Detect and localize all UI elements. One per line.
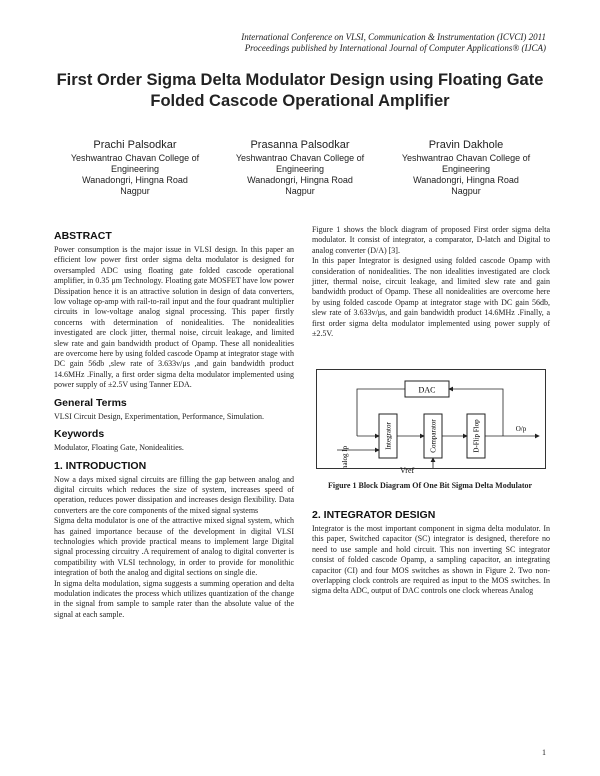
author-block <box>215 138 385 197</box>
output-label: O/p <box>515 425 527 433</box>
author-affiliation: Yeshwantrao Chavan College of <box>401 153 531 163</box>
author-affiliation: Yeshwantrao Chavan College of <box>70 153 200 163</box>
right-column-bottom <box>312 509 550 597</box>
left-column <box>54 230 294 620</box>
vref-label: Vref <box>400 466 415 475</box>
integrator-heading: 2. INTEGRATOR DESIGN <box>312 509 436 521</box>
keywords-heading: Keywords <box>54 428 105 441</box>
introduction-paragraph: In sigma delta modulation, sigma suggests a summing operation and delta modulation indicates the process which utilizes quantization of the change in the signal from sample to sample rater than the absolute value of the signal at each sample. <box>54 578 294 619</box>
proceedings-line: Proceedings published by International Journal of Computer Applications® (IJCA) <box>244 43 546 53</box>
introduction-heading: 1. INTRODUCTION <box>54 459 147 472</box>
figure-1-caption: Figure 1 Block Diagram Of One Bit Sigma Delta Modulator <box>327 481 533 490</box>
page-number: 1 <box>542 748 546 757</box>
author-city: Nagpur <box>120 186 150 196</box>
integrator-label: Integrator <box>384 422 393 450</box>
keywords-text: Modulator, Floating Gate, Nonidealities. <box>54 443 184 453</box>
integrator-paragraph: Integrator is the most important component in sigma delta modulator. In this paper, Switched capacitor (SC) integrator is designed, therefore no need to use sample and hold circuit. This non inverting SC integrator consist of folded cascode Opamp, a sampling capacitor, an integrating capacitor (CI) and four MOS switches as shown in Figure 2. Two non-overlapping clock controls are required as input to the MOS switches. In sigma delta ADC, output of DAC controls one clock whereas Analog <box>312 524 550 596</box>
author-name: Pravin Dakhole <box>428 139 504 151</box>
author-affiliation: Engineering <box>441 164 491 174</box>
dff-label: D-Flip Flop <box>472 419 481 453</box>
author-address: Wanadongri, Hingna Road <box>413 175 519 185</box>
general-terms-heading: General Terms <box>54 396 127 409</box>
introduction-paragraph: Now a days mixed signal circuits are filling the gap between analog and digital circuits which reduces the size of system, increases speed of operation, reduces power dissipation and increases design flexibility. Data converters are the core components of the mixed signal systems <box>54 474 294 515</box>
figure-intro-paragraph: Figure 1 shows the block diagram of proposed First order sigma delta modulator. It consist of integrator, a comparator, D-latch and Digital to analog converter (D/A) [3]. <box>312 225 550 255</box>
author-name: Prasanna Palsodkar <box>250 139 350 151</box>
paper-title: First Order Sigma Delta Modulator Design using Floating Gate Folded Cascode Operational Amplifier <box>56 71 544 110</box>
author-block <box>50 138 220 197</box>
block-diagram-svg <box>317 370 545 468</box>
author-address: Wanadongri, Hingna Road <box>247 175 353 185</box>
author-block <box>381 138 551 197</box>
dac-label: DAC <box>418 385 436 395</box>
comparator-label: Comparator <box>429 419 438 453</box>
author-affiliation: Engineering <box>275 164 325 174</box>
introduction-paragraph: Sigma delta modulator is one of the attractive mixed signal system, which has gained importance because of the development in digital VLSI technologies which provide practical means to implement large Digital signal processing circuitry .A requirement of analog to digital converter is compatibility with VLSI technology, in order to provide for monolithic integration of both the analog and digital sections on single die. <box>54 516 294 578</box>
integrator-intro-paragraph: In this paper Integrator is designed using folded cascode Opamp with consideration of nonidealities. The non idealities investigated are clock jitter, thermal noise, circuit leakage, and limited slew rate and gain bandwidth product of Opamp. These all nonidealities are overcome here by using folded cascode Opamp at integrator stage with DC gain 56db, slew rate of 3.633v/μs, and gain bandwidth product 14.6MHz .Finally, a first order sigma delta modulator implemented using power supply of ±2.5V. <box>312 256 550 339</box>
abstract-text: Power consumption is the major issue in VLSI design. In this paper an efficient low power first order sigma delta modulator is designed for oversampled ADC using floating gate folded cascode operational amplifier, in 0.35 μm Technology. Floating gate MOSFET have low power Dissipation hence it is an attractive solution in design of data converters, low voltage op-amp with rail-to-rail input and the four quadrant multiplier circuits in low-voltage analog signal processing. This paper firstly concerns with determination of nonidealities. The nonidealities investigated are clock jitter, thermal noise, circuit leakage, and limited slew rate and gain bandwidth product of Opamp. These all nonidealities are overcome here by using folded cascode Opamp at integrator stage with DC gain 56db ,slew rate of 3.633v/μs ,and gain bandwidth product 14.6MHz .Finally, a first order sigma delta modulator implemented using power supply of ±2.5V using Tanner EDA. <box>54 245 294 390</box>
author-name: Prachi Palsodkar <box>93 139 177 151</box>
figure-1-block-diagram <box>316 369 546 469</box>
author-city: Nagpur <box>285 186 315 196</box>
author-city: Nagpur <box>451 186 481 196</box>
general-terms-text: VLSI Circuit Design, Experimentation, Performance, Simulation. <box>54 411 264 421</box>
conference-header <box>126 32 546 54</box>
conference-line: International Conference on VLSI, Communication & Instrumentation (ICVCI) 2011 <box>241 32 546 42</box>
analog-input-label: Analog Ip <box>341 445 349 468</box>
right-column-top <box>312 225 550 339</box>
author-affiliation: Engineering <box>110 164 160 174</box>
author-affiliation: Yeshwantrao Chavan College of <box>235 153 365 163</box>
author-address: Wanadongri, Hingna Road <box>82 175 188 185</box>
abstract-heading: ABSTRACT <box>54 230 112 242</box>
